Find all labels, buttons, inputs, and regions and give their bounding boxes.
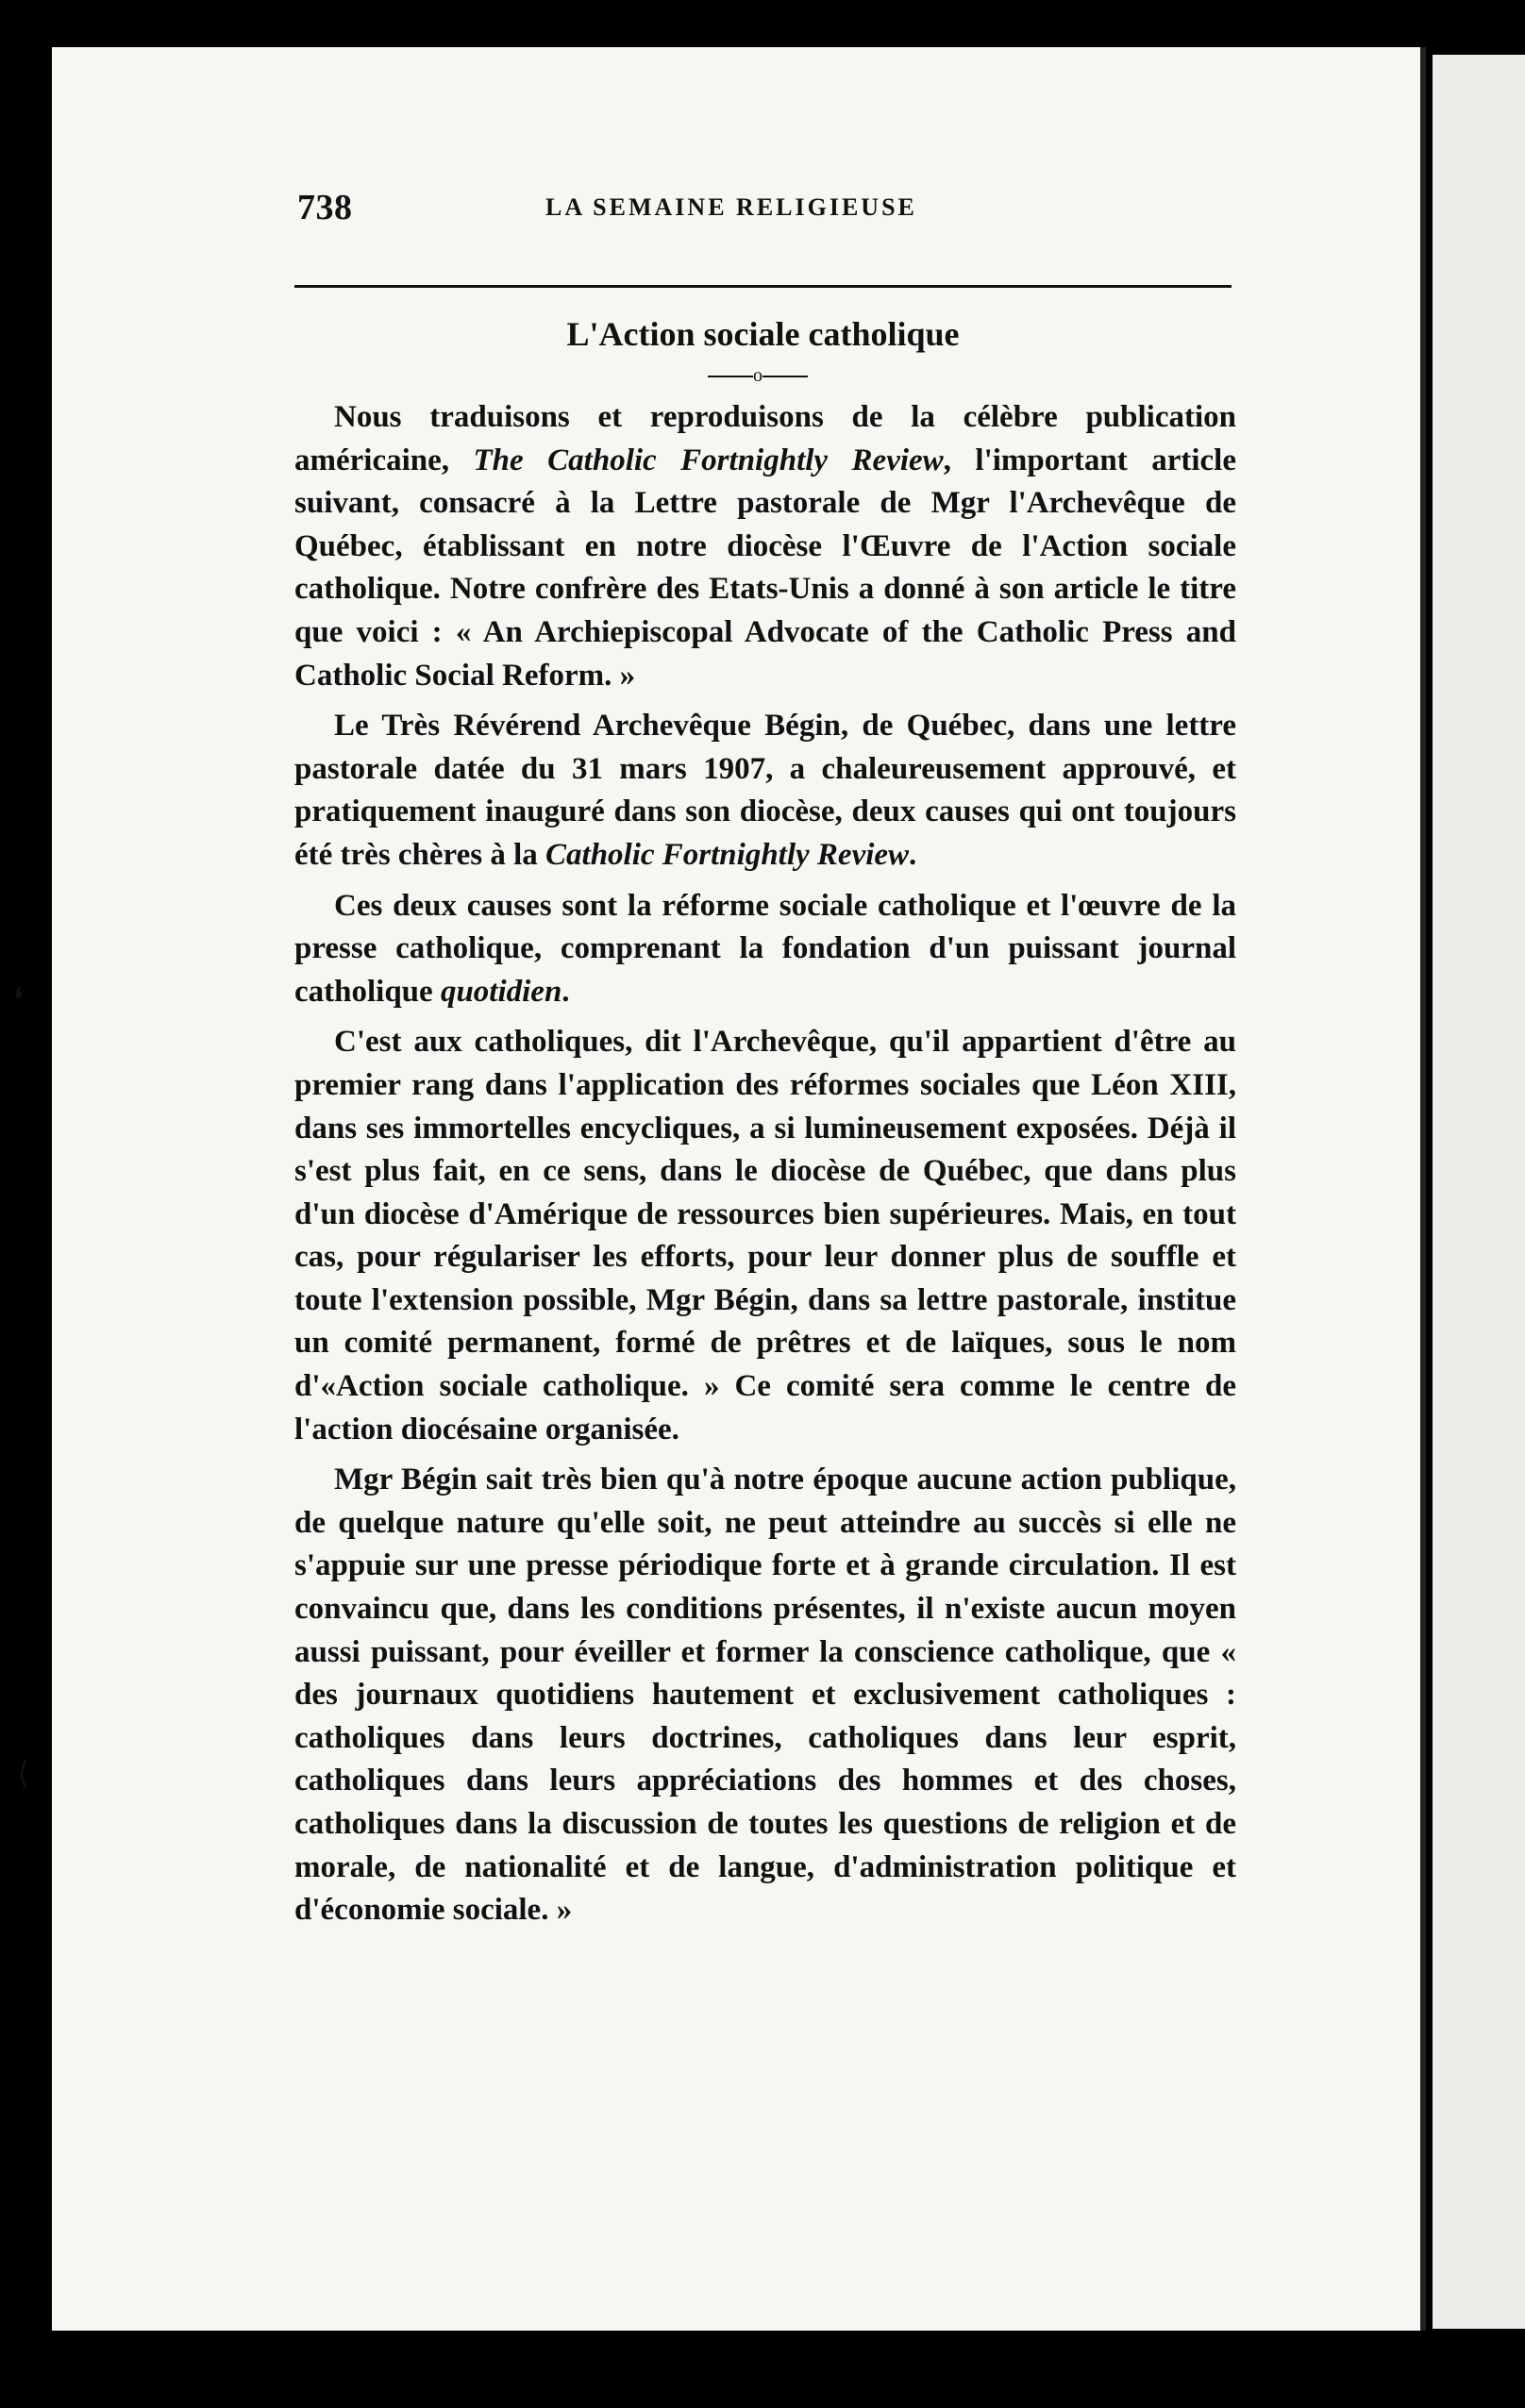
paragraph-3: [294, 885, 1236, 1014]
article-body: [294, 396, 1236, 1940]
p2-publication-title: Catholic Fortnightly Review: [545, 837, 910, 872]
running-head: LA SEMAINE RELIGIEUSE: [545, 193, 917, 221]
header-rule: [294, 285, 1232, 288]
margin-speck-1: ❛: [13, 983, 24, 1018]
paragraph-2: [294, 705, 1236, 877]
title-ornament: [696, 362, 819, 389]
paragraph-4: C'est aux catholiques, dit l'Archevêque, qu'il appartient d'être au premier rang dans l'application des réformes sociales que Léon XIII, dans ses immortelles encycliques, a si lumineusement exposées. Déjà il s'est plus fait, en ce sens, dans le diocèse de Québec, que dans plus d'un diocèse d'Amérique de ressources bien supérieures. Mais, en tout cas, pour régulariser les efforts, pour leur donner plus de souffle et toute l'extension possible, Mgr Bégin, dans sa lettre pastorale, institue un comité permanent, formé de prêtres et de laïques, sous le nom d'«Action sociale catholique. » Ce comité sera comme le centre de l'action diocésaine organisée.: [294, 1025, 1236, 1446]
paragraph-1: [294, 396, 1236, 697]
p1-publication-title: The Catholic Fortnightly Review: [473, 443, 944, 477]
adjacent-page-edge: [1433, 55, 1525, 2329]
ornament-line-right: [762, 376, 808, 377]
p1-text-a: Nous traduisons et reproduisons de la célèbre publication américaine,: [294, 400, 1236, 477]
margin-speck-2: ⟨: [17, 1757, 30, 1792]
ornament-circle: o: [753, 365, 762, 386]
p3-emphasis: quotidien: [440, 974, 562, 1009]
page-header: [245, 184, 1230, 241]
p1-text-c: , l'important article suivant, consacré à la Lettre pastorale de Mgr l'Archevêque de Québec, établissant en notre diocèse l'Œuvre de l'Action sociale catholique. Notre confrère des Etats-Unis a donné à son article le titre que voici : « An Archiepiscopal Advocate of the Catholic Press and Catholic Social Reform. »: [294, 443, 1236, 693]
p2-text-c: .: [909, 837, 917, 872]
p3-text-a: Ces deux causes sont la réforme sociale catholique et l'œuvre de la presse catholique, comprenant la fondation d'un puissant journal catholique: [294, 888, 1236, 1009]
page-number: 738: [297, 188, 353, 227]
p2-text-a: Le Très Révérend Archevêque Bégin, de Québec, dans une lettre pastorale datée du 31 mars 1907, a chaleureusement approuvé, et pratiquement inauguré dans son diocèse, deux causes qui ont toujours été très chères à la: [294, 709, 1236, 872]
p3-text-c: .: [561, 974, 570, 1009]
article-title: L'Action sociale catholique: [566, 315, 960, 353]
ornament-line-left: [708, 376, 753, 377]
paragraph-5: Mgr Bégin sait très bien qu'à notre époque aucune action publique, de quelque nature qu'elle soit, ne peut atteindre au succès si elle ne s'appuie sur une presse périodique forte et à grande circulation. Il est convaincu que, dans les conditions présentes, il n'existe aucun moyen aussi puissant, pour éveiller et former la conscience catholique, que « des journaux quotidiens hautement et exclusivement catholiques : catholiques dans leurs doctrines, catholiques dans leur esprit, catholiques dans leurs appréciations des hommes et des choses, catholiques dans la discussion de toutes les questions de religion et de morale, de nationalité et de langue, d'administration politique et d'économie sociale. »: [294, 1463, 1236, 1928]
